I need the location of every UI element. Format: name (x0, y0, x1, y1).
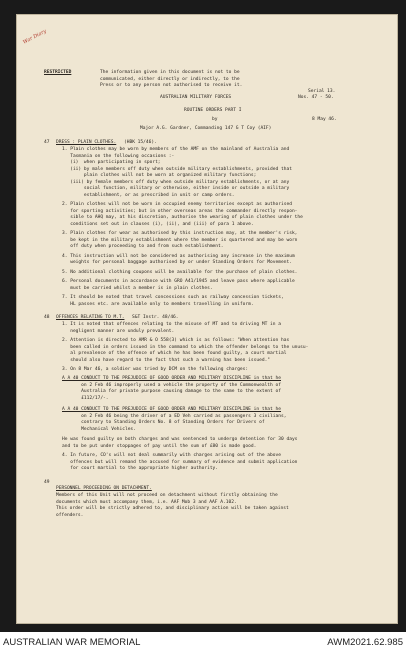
notice-line: communicated, either directly or indirectly, to the (100, 76, 240, 82)
body-line: (i) when participating in sport; (62, 160, 161, 165)
document-date: 8 May 46. (312, 117, 337, 122)
body-line: offenders. (56, 512, 84, 518)
section-heading: OFFENCES RELATING TO M.T. (56, 315, 125, 320)
body-line: establishment, or as prescribed in unit or camp orders. (62, 192, 235, 198)
charge-line: on 2 Feb 46 improperly used a vehicle the property of the Commonwealth of (62, 382, 281, 388)
body-line: for court martial to the appropriate higher authority. (62, 466, 219, 471)
charge-line: on 2 Feb 46 being the driver of a ED Veh carried as passengers 3 civilians, (62, 413, 287, 419)
body-line: 7. It should be noted that travel concessions such as railway concession tickets, (62, 295, 284, 300)
order-numbers: Nos. 47 - 50. (298, 95, 334, 100)
body-line: 2. Attention is directed to AMR & O 558(3) which is as follows: "When attention has (62, 338, 290, 343)
body-line: must be carried whilst a member is in plain clothes. (62, 285, 213, 291)
body-line: HL passes etc. are available only to members travelling in uniform. (62, 301, 254, 307)
accession-number: AWM2021.62.985 (327, 637, 403, 648)
charge-line: contrary to Standing Orders No. 8 of Standing Orders for Drivers of (62, 420, 265, 425)
restricted-label: RESTRICTED (44, 70, 72, 75)
body-line: This order will be strictly adhered to, and disciplinary action will be taken against (56, 506, 289, 511)
body-line: 4. This instruction will not be considered as authorising any increase in the maximum (62, 253, 295, 259)
body-line: 5. No additional clothing coupons will be available for the purchase of plain clothes. (62, 269, 298, 275)
body-line: plain clothes will not be worn at organized military functions; (62, 173, 257, 178)
forces-line: AUSTRALIAN MILITARY FORCES (160, 95, 232, 100)
section-number: 47 (44, 140, 50, 145)
body-line: off duty when proceeding to and from such establishment. (62, 244, 224, 249)
body-line: 1. It is noted that offences relating to the misuse of MT and to driving MT in a (62, 322, 281, 327)
institution-name: AUSTRALIAN WAR MEMORIAL (3, 637, 141, 648)
notice-line: Press or to any person not authorised to receive it. (100, 83, 243, 88)
archive-footer (0, 632, 406, 653)
body-line: negligent manner are unduly prevalent. (62, 328, 175, 334)
body-line: been called in orders issued in the command to which the offender belongs to the unusu- (62, 344, 309, 350)
body-line: He was found guilty on both charges and was sentenced to undergo detention for 30 days (62, 437, 298, 442)
by-line: by (212, 117, 218, 122)
notice-line: The information given in this document is not to be (100, 70, 240, 75)
section-heading: DRESS : PLAIN CLOTHES. (56, 140, 117, 145)
body-line: 6. Personal documents in accordance with GRO A41/1945 and leave pass where applicable (62, 279, 295, 284)
body-line: be kept in the military establishment where the member is quartered and may be worn (62, 237, 298, 243)
charge-line: Australia for private purpose causing damage to the same to the extent of (62, 389, 281, 394)
section-number: 48 (44, 315, 50, 320)
body-line: documents which must accompany them, i.e. AAF Mob 3 and AAF A.102. (56, 499, 237, 505)
body-line: 3. Plain clothes for wear as authorised by this instruction may, at the member's risk, (62, 231, 298, 236)
section-heading: PERSONNEL PROCEEDING ON DETACHMENT. (56, 486, 152, 491)
serial-number: Serial 13. (308, 89, 336, 94)
body-line: 4. In future, CO's will not deal summarily with charges arising out of the above (62, 453, 281, 458)
body-line: Tasmania on the following occasions :- (62, 153, 175, 159)
section-number: 49 (44, 480, 50, 485)
body-line: 1. Plain clothes may be worn by members of the AMF on the mainland of Australia and (62, 147, 290, 152)
body-line: sible to AHQ may, at his discretion, authorise the wearing of plain clothes under the (62, 215, 303, 220)
charge-line: £112/17/-. (62, 395, 109, 401)
charge-line: Mechanical Vehicles. (62, 426, 136, 432)
body-line: (iii) by female members off duty when outside military establishments, or at any (62, 179, 290, 185)
body-line: conditions set out in clauses (i), (ii), and (iii) of para 1 above. (62, 221, 254, 227)
section-reference: S&T Instr. 48/46. (132, 315, 179, 320)
body-line: for sporting activities; but in other overseas areas the commander directly respon- (62, 208, 298, 214)
body-line: 3. On 8 Mar 46, a soldier was tried by DCM on the following charges: (62, 367, 249, 372)
document-page (16, 14, 398, 624)
body-line: al prevalence of the offence of which he has been found guilty, a court martial (62, 351, 287, 356)
body-line: offences but will remand the accused for summary of evidence and submit application (62, 459, 298, 465)
charge-line: A A 40 CONDUCT TO THE PREJUDICE OF GOOD ORDER AND MILITARY DISCIPLINE in that he (62, 407, 281, 412)
pencil-annotation: War Diary (22, 28, 48, 46)
section-reference: (HBK 15/46). (124, 140, 157, 145)
body-line: 2. Plain clothes will not be worn in occupied enemy territories except as authorised (62, 202, 292, 207)
issuer-line: Major A.G. Gardner, Commanding 147 G T Coy (AIF) (140, 126, 272, 131)
body-line: (ii) by male members off duty when outside military establishments, provided that (62, 166, 292, 172)
body-line: social function, military or otherwise, either inside or outside a military (62, 186, 290, 191)
document-title: ROUTINE ORDERS PART I (184, 108, 242, 113)
body-line: and to be put under stoppages of pay until the sum of £80 is made good. (62, 443, 257, 449)
body-line: Members of this Unit will not proceed on detachment without firstly obtaining the (56, 493, 278, 498)
body-line: weights for personal baggage authorised by or under Standing Orders for Movement. (62, 260, 292, 265)
body-line: should also have regard to the fact that such a warning has been issued." (62, 357, 271, 363)
charge-line: A A 40 CONDUCT TO THE PREJUDICE OF GOOD ORDER AND MILITARY DISCIPLINE in that he (62, 376, 281, 381)
